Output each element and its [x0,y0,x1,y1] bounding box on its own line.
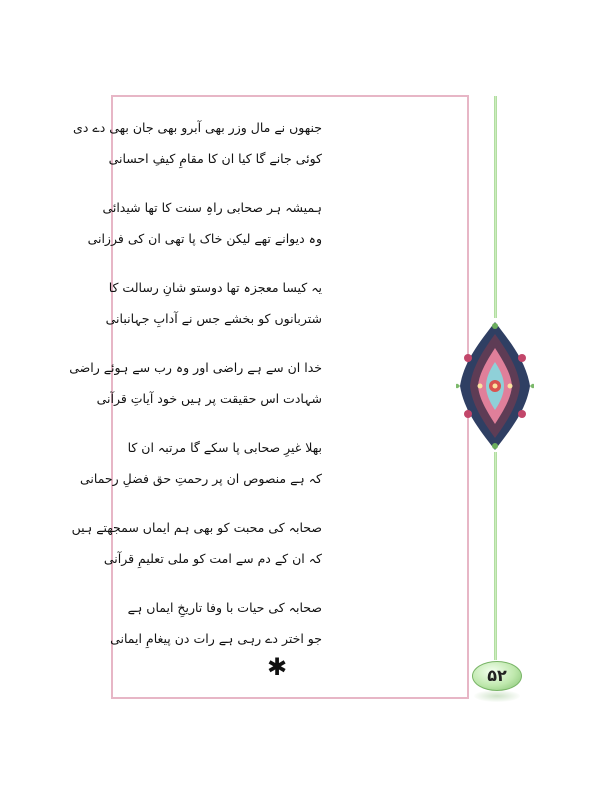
stanza [71,512,322,574]
side-rule-bottom [494,452,497,660]
poem-body [69,112,322,672]
verse-line: شہادت اس حقیقت پر ہیں خود آیاتِ قرآنی [96,391,322,406]
verse-line: یہ کیسا معجزہ تھا دوستو شانِ رسالت کا [108,280,322,295]
verse-line: ہمیشہ ہر صحابی راہِ سنت کا تھا شیدائی [102,200,322,215]
stanza [69,352,322,414]
page-number: ۵۲ [472,661,522,691]
stanza [87,192,322,254]
page-badge-shadow [474,690,520,702]
stanza [105,272,322,334]
verse-line: صحابہ کی محبت کو بھی ہم ایماں سمجھتے ہیں [71,520,322,535]
side-rule-top [494,96,497,318]
verse-line: خدا ان سے ہے راضی اور وہ رب سے ہوئے راضی [69,360,322,375]
stanza [73,112,322,174]
floral-medallion-icon [456,318,534,454]
verse-line: کہ ان کے دم سے امت کو ملی تعلیمِ قرآنی [103,551,322,566]
verse-line: جو اختر دے رہی ہے رات دن پیغامِ ایمانی [110,631,322,646]
verse-line: صحابہ کی حیات با وفا تاریخِ ایماں ہے [127,600,322,615]
verse-line: کوئی جانے گا کیا ان کا مقامِ کیفِ احسانی [108,151,322,166]
stanza [110,592,322,654]
stanza [79,432,322,494]
verse-line: کہ ہے منصوص ان پر رحمتِ حق فضلِ رحمانی [79,471,322,486]
verse-line: وہ دیوانے تھے لیکن خاک پا تھی ان کی فرزانی [87,231,322,246]
end-asterisk-icon: ✱ [266,653,288,681]
verse-line: جنھوں نے مال وزر بھی آبرو بھی جان بھی دے دی [73,120,322,135]
verse-line: شتربانوں کو بخشے جس نے آدابِ جہانبانی [105,311,322,326]
verse-line: بھلا غیرِ صحابی پا سکے گا مرتبہ ان کا [127,440,322,455]
